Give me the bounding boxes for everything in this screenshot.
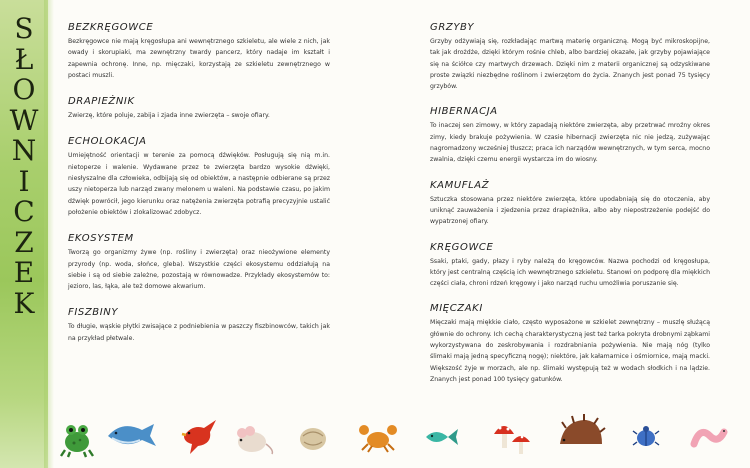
entry-definition: To inaczej sen zimowy, w który zapadają niektóre zwierzęta, aby przetrwać mroźny okres zimy, kiedy brakuje pożywienia. W czasie hibernacji zwierzęta nic nie jedzą, zużywając nagromadzony wcześniej tłuszcz; praca ich narządów wewnętrznych, w tym serca, mocno zwalnia, dzięki czemu energii wystarcza im do wiosny. [430, 122, 710, 164]
entry-definition: To długie, wąskie płytki zwisające z podniebienia w paszczy fiszbinowców, takich jak na przykład płetwale. [68, 323, 330, 342]
entry-definition: Umiejętność orientacji w terenie za pomocą dźwięków. Posługują się nią m.in. nietoperze i walenie. Wydawane przez te zwierzęta bardzo wysokie dźwięki, niesłyszalne dla człowieka, odbijają się od obiektów, a następnie odbierane są przez uszy nietoperza lub narząd zwany melonem u waleni. Na podstawie czasu, po jakim dźwięk powrócił, jego kierunku oraz natężenia zwierzęta potrafią precyzyjnie ustalić położenie obiektów i zlokalizować zdobycz. [68, 152, 330, 216]
fish-illustration [424, 426, 460, 448]
frog-illustration [60, 418, 94, 458]
nut-illustration [298, 424, 328, 452]
critter-strip [60, 414, 750, 468]
entry-term: KRĘGOWCE [430, 241, 494, 253]
glossary-entry [68, 136, 330, 218]
side-title-letter: E [13, 256, 35, 289]
glossary-entry [68, 307, 330, 344]
entry-term: BEZKRĘGOWCE [68, 22, 154, 33]
side-title-letter: W [9, 103, 39, 137]
side-title-letter: N [11, 134, 37, 167]
entry-term: FISZBINY [68, 307, 119, 319]
entry-definition: Sztuczka stosowana przez niektóre zwierzęta, które upodabniają się do otoczenia, aby uniknąć zauważenia i zjedzenia przez drapieżnika, albo aby niepostrzeżenie podejść do wypatrzonej ofiary. [430, 195, 710, 226]
red-bird-illustration [178, 416, 220, 458]
side-title-letter: C [13, 195, 35, 228]
entry-term: ECHOLOKACJA [68, 136, 147, 148]
hedgehog-illustration [556, 414, 606, 454]
entry-term: GRZYBY [430, 22, 475, 33]
entry-term: KAMUFLAŻ [430, 179, 490, 191]
side-title-letter: I [18, 164, 30, 198]
glossary-entry [68, 22, 330, 81]
glossary-entry [430, 106, 710, 165]
entry-term: MIĘCZAKI [430, 303, 483, 315]
mouse-illustration [230, 420, 276, 456]
entry-term: HIBERNACJA [430, 106, 498, 118]
side-title-letter: S [14, 12, 34, 45]
side-title-letter: Ł [14, 42, 34, 76]
side-color-strip [0, 0, 48, 468]
entry-term: EKOSYSTEM [68, 233, 134, 245]
glossary-entry [430, 303, 710, 385]
crab-illustration [358, 420, 398, 454]
beetle-illustration [632, 424, 660, 450]
entry-definition: Mięczaki mają miękkie ciało, często wyposażone w szkielet zewnętrzny – muszlę służącą głównie do ochrony. Ich cechą charakterystyczną jest też tarka pokryta drobnymi ząbkami wykorzystywana do zeskrobywania i rozdrabniania pożywienia. Nie mają nóg (tylko ślimaki mają jedną specyficzną nogę); niektóre, jak kałamarnice i ośmiornice, mają macki. Większość żyje w morzach, ale np. ślimaki występują też w wodach słodkich i na lądzie. Znanych jest ponad 100 tysięcy gatunków. [430, 319, 710, 383]
side-title [0, 14, 48, 319]
side-title-letter: Z [14, 225, 34, 259]
glossary-entry [68, 96, 330, 121]
whale-illustration [104, 418, 160, 454]
entry-definition: Zwierzę, które poluje, zabija i zjada inne zwierzęta – swoje ofiary. [68, 112, 270, 120]
glossary-entry [430, 242, 710, 290]
entry-term: DRAPIEŻNIK [68, 96, 135, 108]
entry-definition: Grzyby odżywiają się, rozkładając martwą materię organiczną. Mogą być mikroskopijne, tak jak drożdże, dzięki którym rośnie chleb, albo bardziej okazałe, jak grzyby pojawiające się na ściółce czy martwych drzewach. Dzięki nim z materii organicznej są odzyskiwane proste związki niezbędne roślinom i zwierzętom do życia. Znanych jest ponad 75 tysięcy grzybów. [430, 38, 710, 91]
left-column [68, 22, 330, 358]
side-title-letter: O [12, 73, 36, 106]
entry-definition: Ssaki, ptaki, gady, płazy i ryby należą do kręgowców. Nazwa pochodzi od kręgosłupa, który jest centralną częścią ich wewnętrznego szkieletu. Stanowi on podporę dla miękkich części ciała, chroni rdzeń kręgowy i jako narząd ruchu umożliwia poruszanie się. [430, 257, 710, 288]
glossary-entry [68, 233, 330, 292]
glossary-entry [430, 180, 710, 228]
worm-illustration [690, 422, 730, 452]
side-title-letter: K [13, 286, 35, 320]
entry-definition: Bezkręgowce nie mają kręgosłupa ani wewnętrznego szkieletu, ale wiele z nich, jak owady i skorupiaki, ma zewnętrzny twardy pancerz, który nadaje im kształt i zapewnia ochronę. Inne, np. mięczaki, korzystają ze szkieletu zewnętrznego w postaci muszli. [68, 38, 330, 79]
entry-definition: Tworzą go organizmy żywe (np. rośliny i zwierzęta) oraz nieożywione elementy przyrody (np. woda, słońce, gleba). Wszystkie części ekosystemu oddziałują na siebie i są od siebie zależne, pozostają w równowadze. Przykłady ekosystemów to: jezioro, las, łąka, ale też domowe akwarium. [68, 249, 330, 291]
glossary-entry [430, 22, 710, 92]
right-column [430, 22, 710, 399]
mushrooms-illustration [490, 416, 532, 460]
